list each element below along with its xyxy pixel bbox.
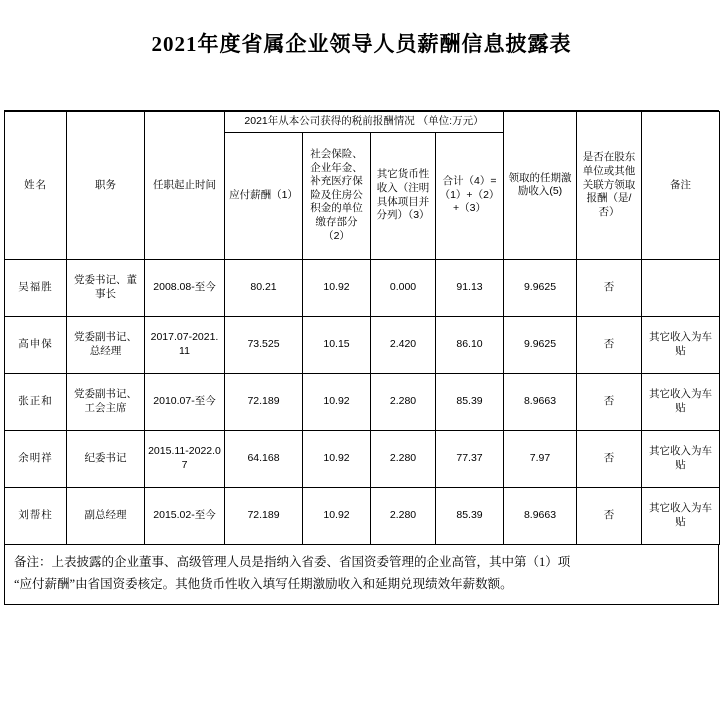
footnote-line-1: 备注：上表披露的企业董事、高级管理人员是指纳入省委、省国资委管理的企业高管，其中第（1）项 [14,554,571,569]
cell-tenure-incentive: 8.9663 [504,373,577,430]
column-header-payable-salary: 应付薪酬（1） [225,132,303,259]
cell-post: 纪委书记 [67,430,145,487]
cell-tenure-incentive: 7.97 [504,430,577,487]
cell-post: 党委副书记、总经理 [67,316,145,373]
cell-payable-salary: 73.525 [225,316,303,373]
cell-other-monetary: 2.420 [371,316,436,373]
cell-total: 91.13 [436,259,504,316]
cell-payable-salary: 64.168 [225,430,303,487]
column-header-post: 职务 [67,112,145,260]
cell-tenure-incentive: 9.9625 [504,316,577,373]
cell-other-monetary: 2.280 [371,487,436,544]
cell-shareholder-pay: 否 [577,259,642,316]
cell-name: 高申保 [5,316,67,373]
cell-social-insurance: 10.92 [303,373,371,430]
column-header-tenure: 任职起止时间 [145,112,225,260]
cell-other-monetary: 2.280 [371,430,436,487]
cell-social-insurance: 10.92 [303,259,371,316]
cell-payable-salary: 80.21 [225,259,303,316]
column-header-total: 合计（4）=（1）+（2）+（3） [436,132,504,259]
cell-shareholder-pay: 否 [577,430,642,487]
table-row [5,487,720,544]
cell-post: 党委书记、董事长 [67,259,145,316]
cell-social-insurance: 10.92 [303,430,371,487]
salary-disclosure-table [4,111,720,545]
cell-name: 吴福胜 [5,259,67,316]
table-row [5,316,720,373]
table-row [5,430,720,487]
cell-name: 张正和 [5,373,67,430]
cell-remark: 其它收入为车贴 [642,373,720,430]
table-row [5,373,720,430]
cell-tenure: 2010.07-至今 [145,373,225,430]
column-group-header-pretax-remuneration: 2021年从本公司获得的税前报酬情况 （单位:万元） [225,112,504,133]
cell-name: 刘帮柱 [5,487,67,544]
blank-divider-row [4,80,719,111]
cell-social-insurance: 10.92 [303,487,371,544]
cell-shareholder-pay: 否 [577,316,642,373]
column-header-shareholder-pay: 是否在股东单位或其他关联方领取报酬（是/否） [577,112,642,260]
cell-remark: 其它收入为车贴 [642,487,720,544]
cell-other-monetary: 2.280 [371,373,436,430]
cell-shareholder-pay: 否 [577,373,642,430]
cell-payable-salary: 72.189 [225,373,303,430]
column-header-remark: 备注 [642,112,720,260]
page-title: 2021年度省属企业领导人员薪酬信息披露表 [151,32,572,56]
footnote [4,545,719,606]
cell-social-insurance: 10.15 [303,316,371,373]
column-header-other-monetary: 其它货币性收入（注明具体项目并分列）（3） [371,132,436,259]
cell-tenure: 2015.11-2022.07 [145,430,225,487]
cell-remark: 其它收入为车贴 [642,430,720,487]
column-header-social-insurance: 社会保险、企业年金、补充医疗保险及住房公积金的单位缴存部分（2） [303,132,371,259]
column-header-name: 姓名 [5,112,67,260]
cell-post: 党委副书记、工会主席 [67,373,145,430]
cell-total: 85.39 [436,487,504,544]
cell-payable-salary: 72.189 [225,487,303,544]
cell-other-monetary: 0.000 [371,259,436,316]
cell-post: 副总经理 [67,487,145,544]
cell-total: 86.10 [436,316,504,373]
cell-tenure: 2017.07-2021.11 [145,316,225,373]
table-group-header-row [5,112,720,133]
cell-tenure: 2015.02-至今 [145,487,225,544]
cell-tenure: 2008.08-至今 [145,259,225,316]
table-row [5,259,720,316]
cell-total: 85.39 [436,373,504,430]
footnote-line-2: “应付薪酬”由省国资委核定。其他货币性收入填写任期激励收入和延期兑现绩效年薪数额。 [14,576,513,591]
cell-name: 余明祥 [5,430,67,487]
cell-shareholder-pay: 否 [577,487,642,544]
cell-remark [642,259,720,316]
cell-tenure-incentive: 8.9663 [504,487,577,544]
cell-remark: 其它收入为车贴 [642,316,720,373]
cell-tenure-incentive: 9.9625 [504,259,577,316]
cell-total: 77.37 [436,430,504,487]
column-header-tenure-incentive: 领取的任期激励收入(5) [504,112,577,260]
